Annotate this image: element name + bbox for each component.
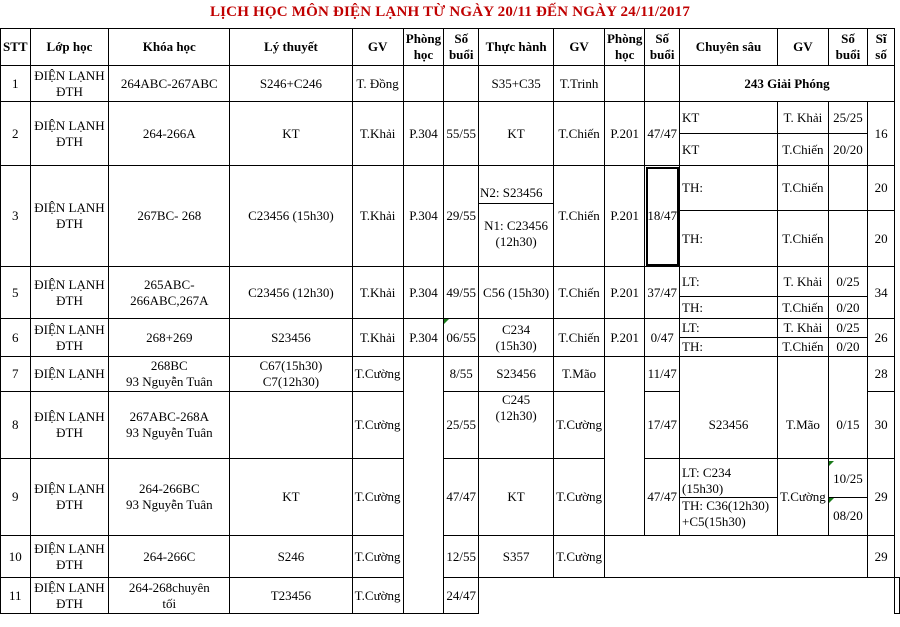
gv-cell: T.Cường: [352, 459, 403, 536]
chuyen-sau-cell: LT:: [680, 319, 778, 338]
so-buoi-line: 10/25: [829, 461, 867, 498]
so-buoi-cs-cell: 0/20: [828, 297, 867, 319]
chuyen-sau-location: 243 Giải Phóng: [680, 66, 895, 102]
table-row: [1, 166, 900, 211]
col-gv-chuyen-sau: GV: [777, 29, 828, 66]
gv-cell: T.Khải: [352, 267, 403, 319]
col-chuyen-sau: Chuyên sâu: [680, 29, 778, 66]
gv-th-cell: T.Chiến: [554, 267, 605, 319]
lop-cell: ĐIỆN LẠNH ĐTH: [30, 166, 109, 267]
so-buoi-cell: 8/55: [444, 357, 479, 392]
chuyen-sau-line: +C5(15h30): [682, 513, 746, 529]
khoa-cell: [109, 578, 230, 614]
gv-cell: T. Đồng: [352, 66, 403, 102]
gv-cell: T.Cường: [352, 357, 403, 392]
si-so-cell: 30: [868, 392, 895, 459]
ly-thuyet-line: C7(12h30): [262, 374, 320, 389]
stt-cell: 6: [1, 319, 31, 357]
si-so-cell: 16: [868, 102, 895, 166]
gv-th-cell: T.Chiến: [554, 166, 605, 267]
ly-thuyet-cell: C23456 (12h30): [230, 267, 352, 319]
phong-th-cell: [604, 536, 644, 578]
so-buoi-cs-cell: [828, 357, 867, 392]
so-buoi-cs-cell: 25/25: [828, 102, 867, 134]
thuc-hanh-cell: S23456: [479, 357, 554, 392]
table-row: [1, 536, 900, 578]
lop-cell: ĐIỆN LẠNH ĐTH: [30, 267, 109, 319]
lop-cell: ĐIỆN LẠNH: [30, 357, 109, 392]
so-buoi-cell: 29/55: [444, 166, 479, 267]
thuc-hanh-line: N2: S23456: [479, 183, 553, 204]
gv-cs-cell: T.Chiến: [777, 338, 828, 357]
si-so-cell: [895, 578, 900, 614]
phong-cell: P.304: [403, 102, 444, 166]
thuc-hanh-cell: C245 (12h30): [479, 392, 554, 459]
table-row: [1, 392, 900, 459]
ly-thuyet-cell: S246+C246: [230, 66, 352, 102]
gv-cs-cell: [777, 357, 828, 392]
col-ly-thuyet: Lý thuyết: [230, 29, 352, 66]
khoa-cell: 268+269: [109, 319, 230, 357]
khoa-cell: [109, 392, 230, 459]
table-row: [1, 102, 900, 134]
thuc-hanh-cell: S357: [479, 536, 554, 578]
gv-cell: T.Cường: [352, 392, 403, 459]
so-buoi-cs-cell: 20/20: [828, 134, 867, 166]
so-buoi-cell: 47/47: [444, 459, 479, 536]
gv-th-cell: T.Chiến: [554, 102, 605, 166]
so-buoi-th-cell: 0/47: [645, 319, 680, 357]
col-so-buoi-chuyen-sau: Số buổi: [828, 29, 867, 66]
empty-cell: [645, 536, 868, 578]
table-row: [1, 357, 900, 392]
so-buoi-cell: [444, 66, 479, 102]
chuyen-sau-cell: TH:: [680, 338, 778, 357]
phong-cell: [403, 357, 444, 614]
stt-cell: 2: [1, 102, 31, 166]
gv-th-cell: T.Cường: [554, 536, 605, 578]
so-buoi-cell: 49/55: [444, 267, 479, 319]
so-buoi-cs-cell: [828, 166, 867, 211]
gv-cs-cell: T.Chiến: [777, 134, 828, 166]
si-so-cell: 28: [868, 357, 895, 392]
lop-cell: ĐIỆN LẠNH ĐTH: [30, 319, 109, 357]
chuyen-sau-cell: KT: [680, 134, 778, 166]
si-so-cell: 34: [868, 267, 895, 319]
khoa-cell: 265ABC-266ABC,267A: [109, 267, 230, 319]
thuc-hanh-cell: C234 (15h30): [479, 319, 554, 357]
si-so-cell: 29: [868, 459, 895, 536]
lop-cell: ĐIỆN LẠNH ĐTH: [30, 102, 109, 166]
khoa-cell: 264ABC-267ABC: [109, 66, 230, 102]
gv-cs-cell: T.Chiến: [777, 166, 828, 211]
thuc-hanh-cell: [479, 166, 554, 267]
gv-th-cell: T.Cường: [554, 392, 605, 459]
so-buoi-cell: 24/47: [444, 578, 479, 614]
so-buoi-th-cell: 11/47: [645, 357, 680, 392]
khoa-line: 264-266BC: [138, 481, 200, 496]
thuc-hanh-line: N1: C23456: [484, 217, 549, 233]
table-row: [1, 319, 900, 338]
si-so-cell: 29: [868, 536, 895, 578]
table-row: [1, 66, 900, 102]
chuyen-sau-line: TH: C36(12h30): [682, 497, 770, 513]
si-so-cell: 26: [868, 319, 895, 357]
lop-cell: ĐIỆN LẠNH ĐTH: [30, 578, 109, 614]
ly-thuyet-cell: [230, 357, 352, 392]
so-buoi-cs-cell: [828, 211, 867, 267]
gv-cell: T.Khải: [352, 166, 403, 267]
so-buoi-cs-cell: 0/25: [828, 319, 867, 338]
page-title: LỊCH HỌC MÔN ĐIỆN LẠNH TỪ NGÀY 20/11 ĐẾN NGÀY 24/11/2017: [209, 4, 691, 20]
gv-th-cell: T.Trinh: [554, 66, 605, 102]
phong-cell: [403, 66, 444, 102]
so-buoi-th-cell: 18/47: [645, 166, 680, 267]
col-si-so: Sĩ số: [868, 29, 895, 66]
so-buoi-th-cell: 17/47: [645, 392, 680, 459]
thuc-hanh-cell: KT: [479, 102, 554, 166]
so-buoi-cell: 55/55: [444, 102, 479, 166]
table-row: [1, 578, 900, 614]
so-buoi-th-cell: 37/47: [645, 267, 680, 319]
stt-cell: 7: [1, 357, 31, 392]
khoa-cell: 264-266A: [109, 102, 230, 166]
gv-th-cell: T.Mão: [554, 357, 605, 392]
lop-cell: ĐIỆN LẠNH ĐTH: [30, 392, 109, 459]
gv-cell: T.Cường: [352, 578, 403, 614]
gv-cs-cell: T.Chiến: [777, 297, 828, 319]
lop-cell: ĐIỆN LẠNH ĐTH: [30, 66, 109, 102]
lop-cell: ĐIỆN LẠNH ĐTH: [30, 536, 109, 578]
so-buoi-cs-cell: 0/20: [828, 338, 867, 357]
gv-cell: T.Khải: [352, 319, 403, 357]
phong-th-cell: [604, 66, 644, 102]
khoa-line: 93 Nguyễn Tuân: [125, 425, 213, 440]
gv-cs-cell: T. Khải: [777, 267, 828, 297]
so-buoi-th-cell: 47/47: [645, 102, 680, 166]
chuyen-sau-cell: TH:: [680, 297, 778, 319]
khoa-cell: 264-266C: [109, 536, 230, 578]
ly-thuyet-cell: S246: [230, 536, 352, 578]
stt-cell: 9: [1, 459, 31, 536]
lop-cell: ĐIỆN LẠNH ĐTH: [30, 459, 109, 536]
khoa-line: 264-268chuyên: [128, 579, 210, 595]
thuc-hanh-line: (12h30): [495, 233, 537, 249]
stt-cell: 5: [1, 267, 31, 319]
khoa-line: 93 Nguyễn Tuân: [125, 374, 213, 389]
phong-th-cell: P.201: [604, 267, 644, 319]
phong-th-cell: P.201: [604, 319, 644, 357]
gv-th-cell: T.Cường: [554, 459, 605, 536]
chuyen-sau-cell: TH:: [680, 166, 778, 211]
so-buoi-cs-cell: 0/15: [828, 392, 867, 459]
col-stt: STT: [1, 29, 31, 66]
khoa-line: 93 Nguyễn Tuân: [125, 497, 213, 512]
so-buoi-th-cell: 47/47: [645, 459, 680, 536]
chuyen-sau-cell: [680, 459, 778, 536]
gv-cs-cell: T. Khải: [777, 102, 828, 134]
header-row: [1, 29, 900, 66]
schedule-table: [0, 28, 900, 614]
gv-cs-cell: T.Cường: [777, 459, 828, 536]
stt-cell: 1: [1, 66, 31, 102]
col-lop-hoc: Lớp học: [30, 29, 109, 66]
so-buoi-th-cell: [645, 66, 680, 102]
col-phong-hoc: Phòng học: [403, 29, 444, 66]
chuyen-sau-cell: [680, 357, 778, 392]
so-buoi-cs-cell: 0/25: [828, 267, 867, 297]
col-thuc-hanh: Thực hành: [479, 29, 554, 66]
chuyen-sau-cell: KT: [680, 102, 778, 134]
gv-cell: T.Khải: [352, 102, 403, 166]
phong-th-cell: P.201: [604, 166, 644, 267]
ly-thuyet-cell: T23456: [230, 578, 352, 614]
stt-cell: 11: [1, 578, 31, 614]
khoa-line: tối: [162, 595, 177, 611]
phong-th-cell: [604, 357, 644, 536]
table-row: [1, 267, 900, 297]
chuyen-sau-line: LT: C234: [682, 464, 732, 480]
ly-thuyet-cell: [230, 392, 352, 459]
chuyen-sau-line: (15h30): [680, 481, 777, 498]
thuc-hanh-cell: KT: [479, 459, 554, 536]
col-gv-thuc-hanh: GV: [554, 29, 605, 66]
ly-thuyet-cell: S23456: [230, 319, 352, 357]
col-so-buoi: Số buổi: [444, 29, 479, 66]
phong-th-cell: P.201: [604, 102, 644, 166]
so-buoi-cell: 12/55: [444, 536, 479, 578]
col-phong-hoc-thuc-hanh: Phòng học: [604, 29, 644, 66]
thuc-hanh-cell: S35+C35: [479, 66, 554, 102]
thuc-hanh-cell: C56 (15h30): [479, 267, 554, 319]
phong-cell: P.304: [403, 319, 444, 357]
khoa-cell: 267BC- 268: [109, 166, 230, 267]
empty-cell: [479, 578, 895, 614]
ly-thuyet-line: C67(15h30): [259, 358, 323, 373]
khoa-line: 268BC: [150, 358, 188, 373]
col-so-buoi-thuc-hanh: Số buổi: [645, 29, 680, 66]
so-buoi-cs-cell: [828, 459, 867, 536]
gv-cs-cell: T.Chiến: [777, 211, 828, 267]
khoa-line: 267ABC-268A: [129, 409, 210, 424]
so-buoi-line: 08/20: [829, 498, 867, 534]
gv-cell: T.Cường: [352, 536, 403, 578]
stt-cell: 8: [1, 392, 31, 459]
phong-cell: P.304: [403, 166, 444, 267]
phong-cell: P.304: [403, 267, 444, 319]
stt-cell: 3: [1, 166, 31, 267]
si-so-cell: 20: [868, 211, 895, 267]
table-row: [1, 459, 900, 536]
gv-th-cell: T.Chiến: [554, 319, 605, 357]
col-gv: GV: [352, 29, 403, 66]
si-so-cell: 20: [868, 166, 895, 211]
col-khoa-hoc: Khóa học: [109, 29, 230, 66]
ly-thuyet-cell: C23456 (15h30): [230, 166, 352, 267]
khoa-cell: [109, 357, 230, 392]
chuyen-sau-cell: S23456: [680, 392, 778, 459]
chuyen-sau-cell: TH:: [680, 211, 778, 267]
khoa-cell: [109, 459, 230, 536]
so-buoi-cell: 06/55: [444, 319, 479, 357]
stt-cell: 10: [1, 536, 31, 578]
so-buoi-cell: 25/55: [444, 392, 479, 459]
ly-thuyet-cell: KT: [230, 102, 352, 166]
gv-cs-cell: T. Khải: [777, 319, 828, 338]
gv-cs-cell: T.Mão: [777, 392, 828, 459]
ly-thuyet-cell: KT: [230, 459, 352, 536]
chuyen-sau-cell: LT:: [680, 267, 778, 297]
